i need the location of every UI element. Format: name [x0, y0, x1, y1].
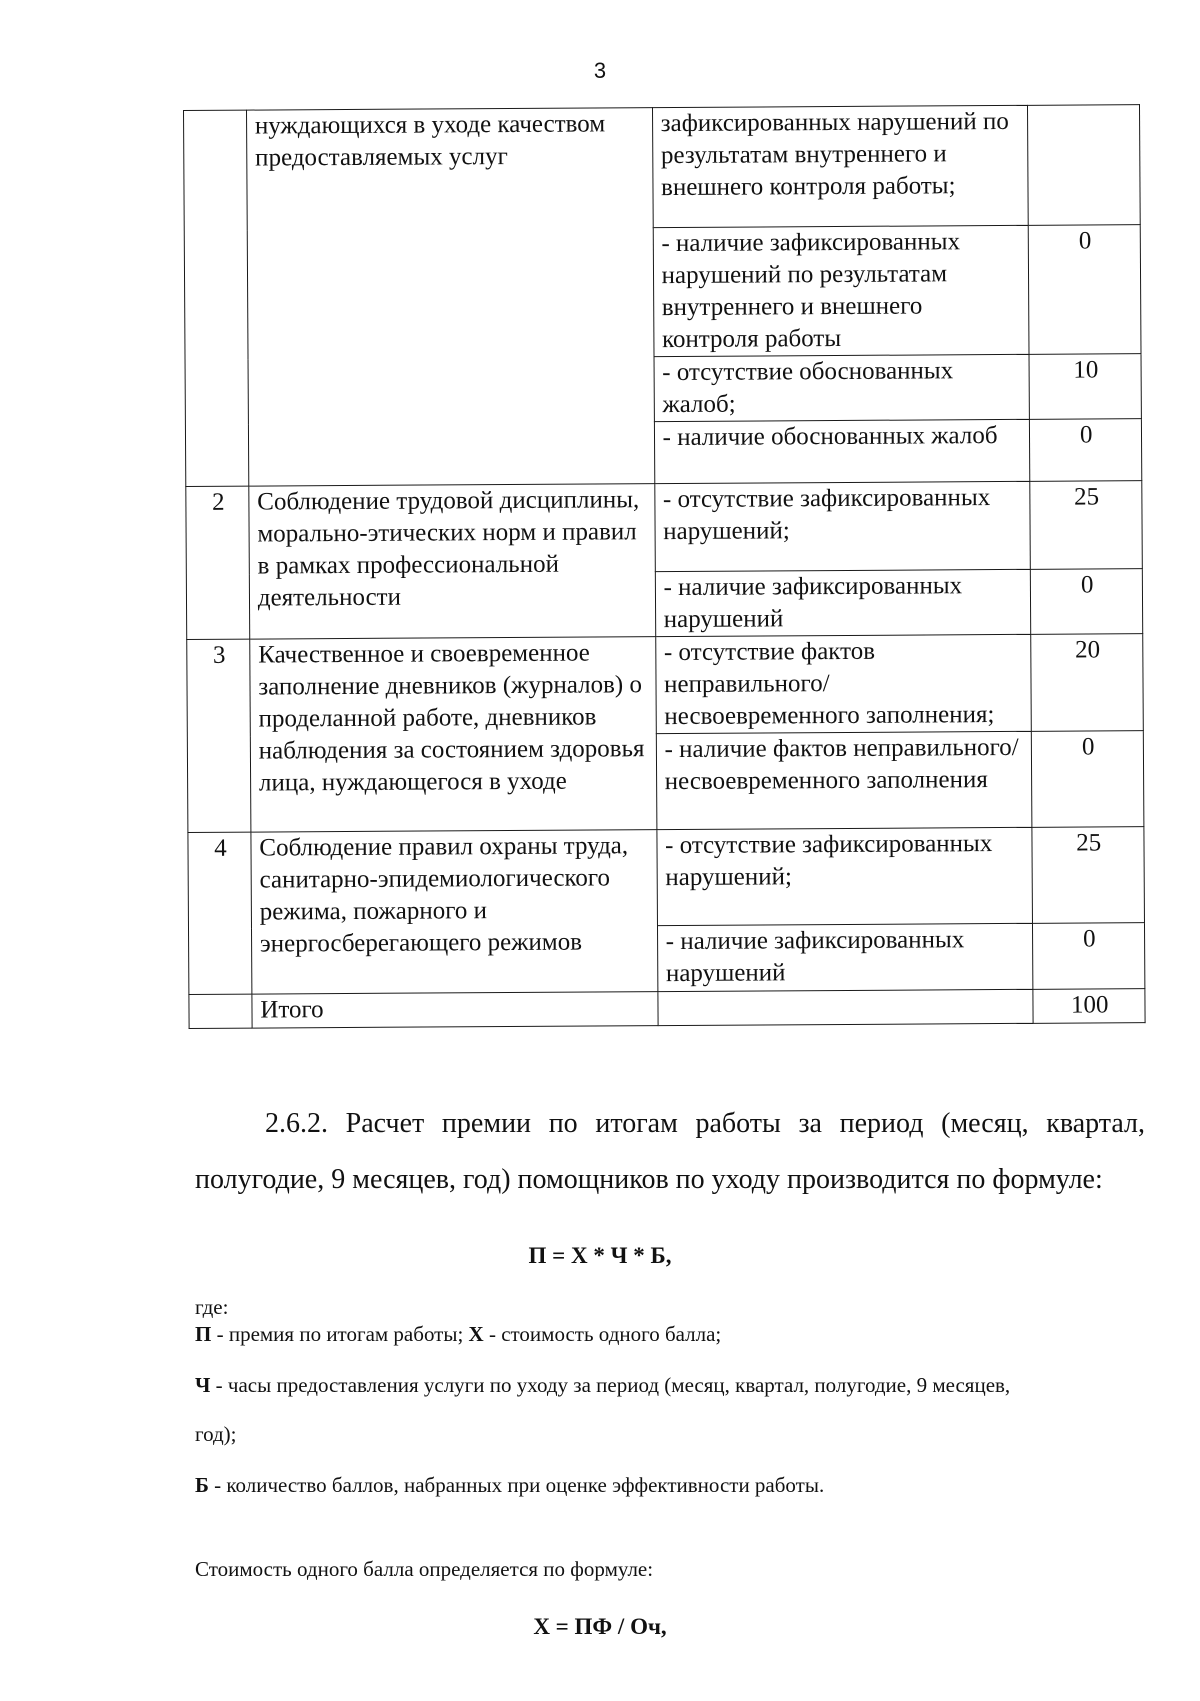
condition-cell: - наличие зафиксированных нарушений: [657, 923, 1032, 991]
score-cell: 0: [1030, 569, 1143, 635]
condition-cell: - наличие фактов неправильного/несвоевременного заполнения: [656, 731, 1031, 829]
criterion-cell: Соблюдение трудовой дисциплины, морально-этических норм и правил в рамках профессиональной деятельности: [249, 484, 656, 639]
point-cost-formula: Х = ПФ / Оч,: [533, 1614, 667, 1639]
where-label: где:: [195, 1295, 229, 1319]
score-cell: 0: [1031, 731, 1144, 828]
condition-cell: - отсутствие зафиксированных нарушений;: [657, 827, 1032, 925]
row-number: 2: [186, 486, 250, 639]
condition-cell: зафиксированных нарушений по результатам внутреннего и внешнего контроля работы;: [652, 105, 1028, 227]
condition-cell: - отсутствие фактов неправильного/несвоевременного заполнения;: [655, 634, 1030, 733]
definition-ch-continuation: год);: [195, 1422, 237, 1446]
symbol-ch: Ч: [195, 1373, 211, 1397]
row-number: 4: [188, 832, 252, 994]
definition-b-text: - количество баллов, набранных при оценке эффективности работы.: [208, 1473, 825, 1497]
condition-cell: - отсутствие зафиксированных нарушений;: [654, 481, 1029, 571]
criterion-cell: Соблюдение правил охраны труда, санитарно-эпидемиологического режима, пожарного и энергосберегающего режимов: [251, 830, 658, 994]
score-cell: 25: [1029, 481, 1142, 570]
symbol-b: Б: [195, 1473, 209, 1497]
condition-cell: [658, 989, 1033, 1025]
score-cell: 0: [1032, 923, 1145, 990]
row-number: [184, 110, 249, 486]
symbol-x: Х: [468, 1322, 484, 1346]
page-number: 3: [593, 58, 607, 83]
bonus-formula: П = Х * Ч * Б,: [528, 1243, 672, 1268]
row-number: 3: [187, 639, 251, 832]
definition-p-x: [195, 1322, 721, 1347]
table-row: [187, 634, 1144, 737]
criterion-cell: нуждающихся в уходе качеством предоставляемых услуг: [246, 108, 654, 486]
score-cell: 20: [1030, 634, 1143, 732]
definition-b: [195, 1473, 824, 1498]
condition-cell: - наличие зафиксированных нарушений: [655, 569, 1030, 636]
definition-ch-text: - часы предоставления услуги по уходу за период (месяц, квартал, полугодие, 9 месяцев,: [210, 1373, 1011, 1397]
total-row: [189, 989, 1145, 1029]
bonus-paragraph: 2.6.2. Расчет премии по итогам работы за период (месяц, квартал, полугодие, 9 месяцев, год) помощников по уходу производится по формуле:: [195, 1108, 1145, 1195]
total-score: 100: [1032, 989, 1145, 1024]
symbol-p: П: [195, 1322, 212, 1346]
condition-cell: - наличие зафиксированных нарушений по результатам внутреннего и внешнего контроля работы: [653, 225, 1029, 356]
score-cell: 0: [1029, 419, 1142, 482]
total-label: Итого: [252, 992, 658, 1028]
condition-cell: - наличие обоснованных жалоб: [654, 419, 1029, 483]
score-cell: 25: [1031, 827, 1144, 924]
cost-intro: Стоимость одного балла определяется по формуле:: [195, 1557, 654, 1581]
table-row: [188, 827, 1145, 929]
criteria-table: [183, 104, 1146, 1029]
condition-cell: - отсутствие обоснованных жалоб;: [654, 354, 1029, 421]
score-cell: 10: [1029, 354, 1142, 420]
criterion-cell: Качественное и своевременное заполнение дневников (журналов) о проделанной работе, дневников наблюдения за состоянием здоровья лица, нуждающегося в уходе: [250, 637, 657, 832]
table-row: [184, 105, 1141, 231]
score-cell: 0: [1028, 225, 1141, 355]
definition-p-text: - премия по итогам работы;: [211, 1322, 469, 1346]
row-number: [189, 994, 252, 1028]
definition-ch: [195, 1373, 1155, 1398]
definition-x-text: - стоимость одного балла;: [483, 1322, 722, 1346]
score-cell: [1027, 105, 1140, 226]
table-row: [186, 481, 1143, 575]
